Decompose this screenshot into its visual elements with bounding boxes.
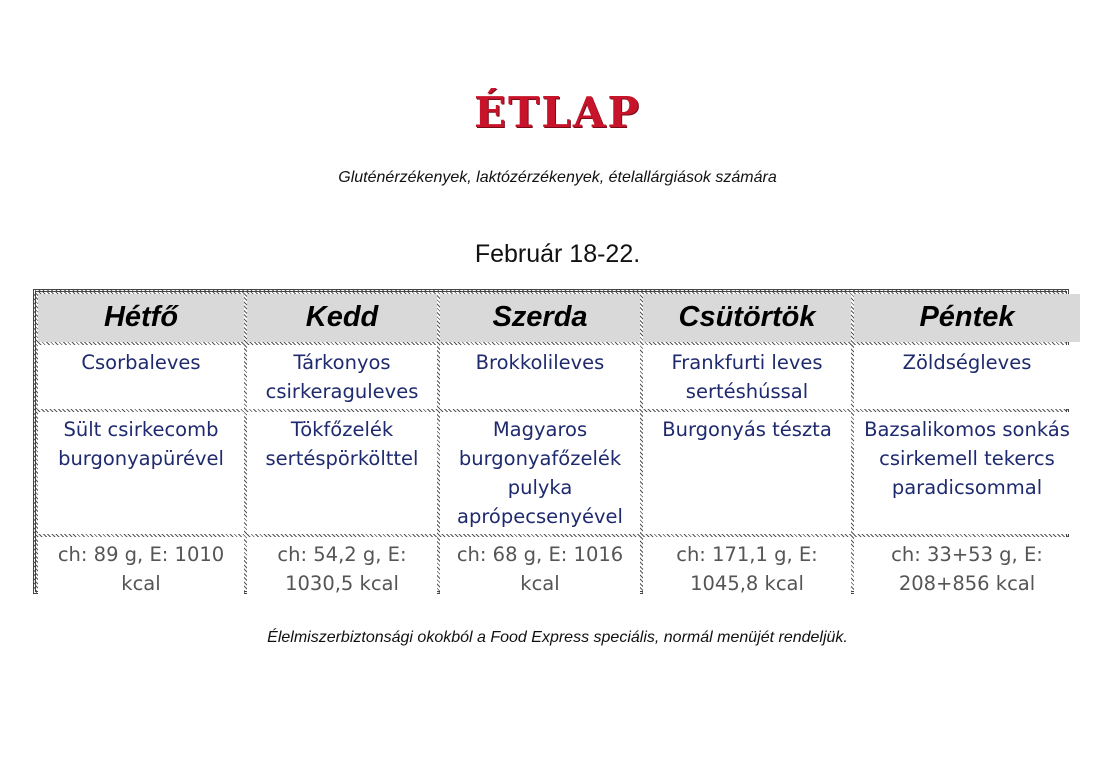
day-header-friday: Péntek — [854, 294, 1080, 342]
main-wednesday: Magyaros burgonyafőzelék pulyka aprópecsenyével — [440, 412, 640, 534]
day-header-wednesday: Szerda — [440, 294, 640, 342]
date-range: Február 18-22. — [474, 240, 641, 268]
main-monday: Sült csirkecomb burgonyapürével — [38, 412, 244, 534]
main-tuesday: Tökfőzelék sertéspörkölttel — [247, 412, 437, 534]
day-header-monday: Hétfő — [38, 294, 244, 342]
soup-monday: Csorbaleves — [38, 345, 244, 409]
main-thursday: Burgonyás tészta — [643, 412, 851, 534]
nutrition-thursday: ch: 171,1 g, E: 1045,8 kcal — [643, 537, 851, 604]
day-header-tuesday: Kedd — [247, 294, 437, 342]
footer-note: Élelmiszerbiztonsági okokból a Food Express speciális, normál menüjét rendeljük. — [267, 629, 848, 646]
main-friday: Bazsalikomos sonkás csirkemell tekercs paradicsommal — [854, 412, 1080, 534]
nutrition-friday: ch: 33+53 g, E: 208+856 kcal — [854, 537, 1080, 604]
nutrition-wednesday: ch: 68 g, E: 1016 kcal — [440, 537, 640, 604]
soup-tuesday: Tárkonyos csirkeraguleves — [247, 345, 437, 409]
menu-table — [33, 289, 1069, 594]
nutrition-monday: ch: 89 g, E: 1010 kcal — [38, 537, 244, 604]
soup-thursday: Frankfurti leves sertéshússal — [643, 345, 851, 409]
soup-wednesday: Brokkolileves — [440, 345, 640, 409]
day-header-thursday: Csütörtök — [643, 294, 851, 342]
page-title: ÉTLAP — [474, 88, 641, 137]
subtitle: Gluténérzékenyek, laktózérzékenyek, ételallárgiások számára — [338, 169, 777, 186]
soup-friday: Zöldségleves — [854, 345, 1080, 409]
nutrition-tuesday: ch: 54,2 g, E: 1030,5 kcal — [247, 537, 437, 604]
